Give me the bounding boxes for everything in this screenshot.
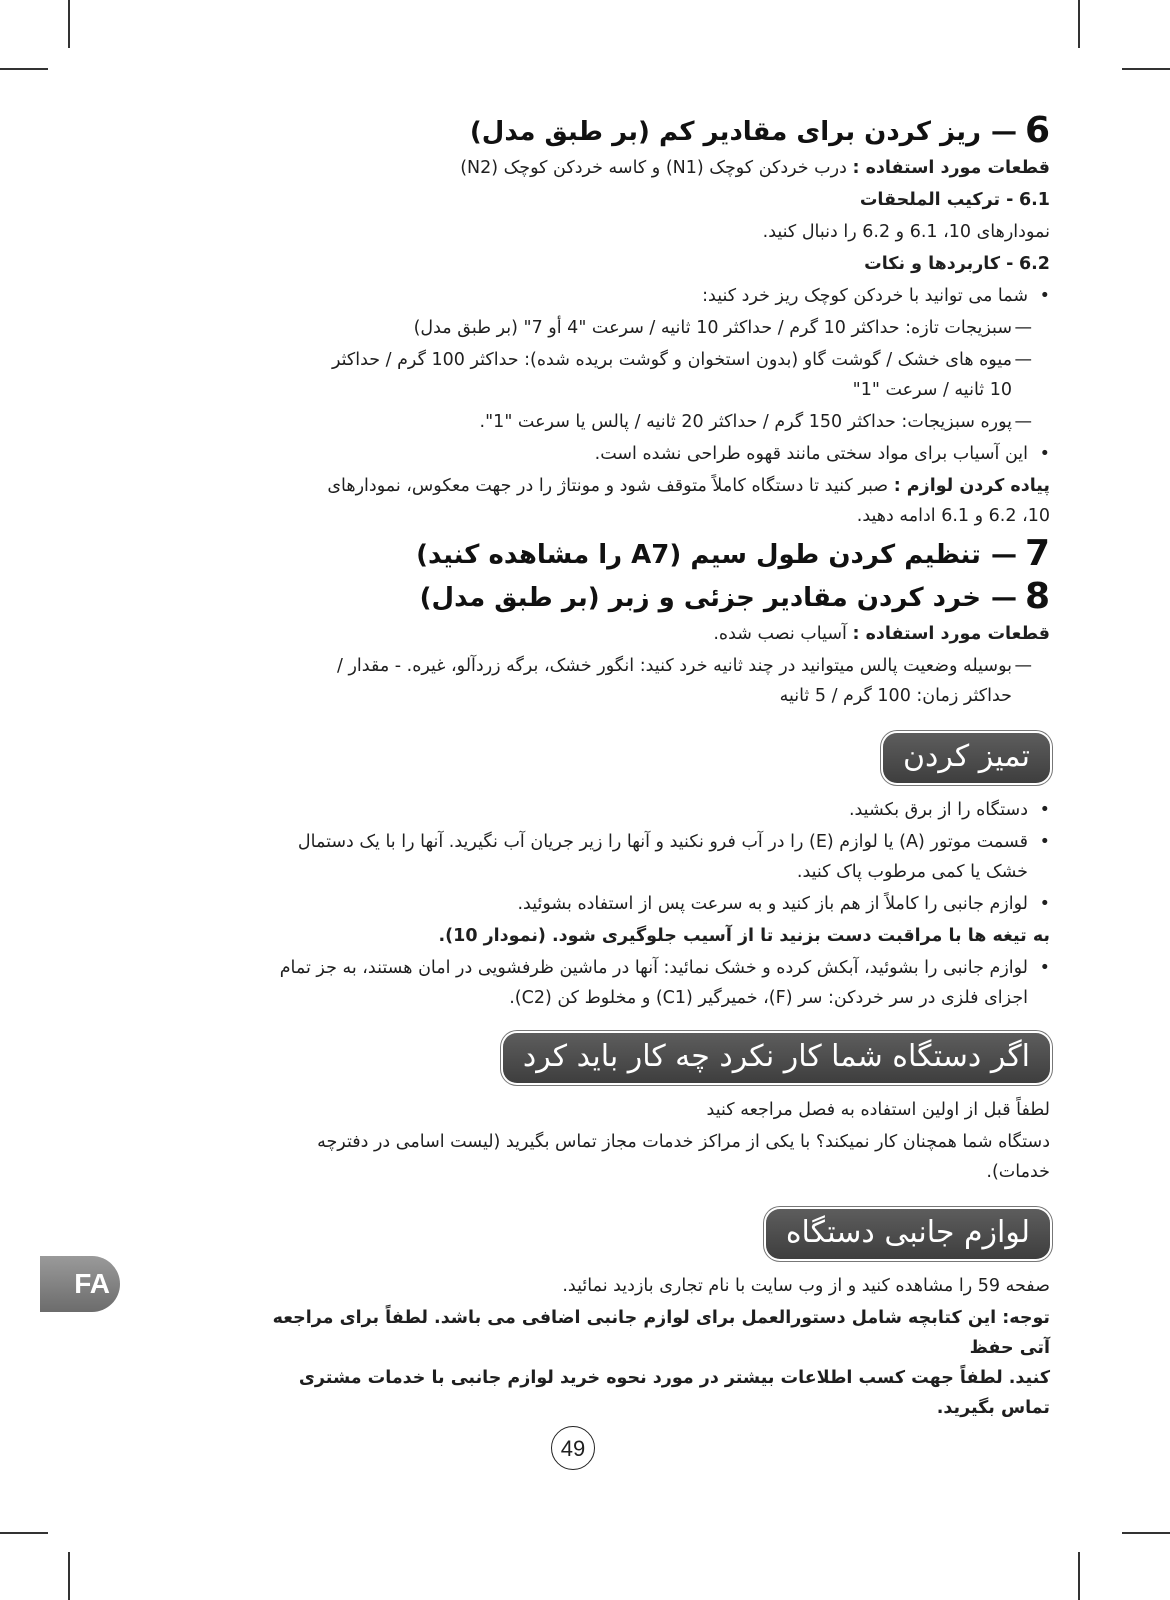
parts-text: درب خردکن کوچک (N1) و کاسه خردکن کوچک (N2) — [460, 158, 847, 178]
crop-mark — [1078, 0, 1080, 48]
bullet-text: اجزای فلزی در سر خردکن: سر (F)، خمیرگیر (C1) و مخلوط کن (C2). — [509, 988, 1028, 1008]
cleaning-banner: تمیز کردن — [883, 733, 1050, 783]
page-number: 49 — [551, 1426, 595, 1470]
accessories-line: صفحه 59 را مشاهده کنید و از وب سایت با نام تجاری بازدید نمائید. — [562, 1276, 1050, 1296]
crop-mark — [1078, 1552, 1080, 1600]
bullet-text: لوازم جانبی را بشوئید، آبکش کرده و خشک نمائید: آنها در ماشین ظرفشویی در امان هستند، به جز تمام — [279, 958, 1028, 978]
trouble-banner-wrap — [250, 1033, 1050, 1083]
trouble-line: دستگاه شما همچنان کار نمیکند؟ با یکی از مراکز خدمات مجاز تماس بگیرید (لیست اسامی در دفترچه خدمات). — [317, 1132, 1050, 1182]
dash-item-text: پوره سبزیجات: حداکثر 150 گرم / حداکثر 20 ثانیه / پالس یا سرعت "1". — [479, 412, 1012, 432]
section-title: تنظیم کردن طول سیم (A7 را مشاهده کنید) — [416, 540, 981, 570]
note-text: کنید. لطفاً جهت کسب اطلاعات بیشتر در مورد نحوه خرید لوازم جانبی با خدمات مشتری تماس بگیرید. — [298, 1368, 1050, 1418]
dash-item: — میوه های خشک / گوشت گاو (بدون استخوان و گوشت بریده شده): حداکثر 100 گرم / حداکثر 10 ثانیه / سرعت "1" — [331, 350, 1032, 400]
subsection-title: - ترکیب الملحقات — [859, 190, 1014, 210]
disassembly-text — [250, 471, 1050, 531]
bullet-item: • لوازم جانبی را کاملاً از هم باز کنید و به سرعت پس از استفاده بشوئید. — [250, 889, 1050, 919]
section-8-heading: 8—خرد کردن مقادیر جزئی و زبر (بر طبق مدل) — [419, 576, 1050, 617]
section-number: 8 — [1024, 576, 1050, 617]
subsection-6-2 — [250, 249, 1050, 279]
section-7-heading: 7—تنظیم کردن طول سیم (A7 را مشاهده کنید) — [416, 533, 1050, 574]
dash-item: — پوره سبزیجات: حداکثر 150 گرم / حداکثر 20 ثانیه / پالس یا سرعت "1". — [479, 412, 1032, 432]
subsection-number: 6.2 — [1018, 254, 1050, 274]
manual-page — [250, 108, 1050, 1425]
dash-item-text: 10 ثانیه / سرعت "1" — [852, 380, 1012, 400]
crop-mark — [68, 1552, 70, 1600]
disassembly-body: صبر کنید تا دستگاه کاملاً متوقف شود و مونتاژ را در جهت معکوس، نمودارهای — [327, 476, 889, 496]
trouble-line: لطفاً قبل از اولین استفاده به فصل مراجعه کنید — [706, 1100, 1050, 1120]
bullet-item: • دستگاه را از برق بکشید. — [250, 795, 1050, 825]
crop-mark — [1122, 68, 1170, 70]
subsection-6-1-text: نمودارهای 10، 6.1 و 6.2 را دنبال کنید. — [762, 222, 1050, 242]
cleaning-banner-wrap — [250, 733, 1050, 783]
troubleshooting-banner: اگر دستگاه شما کار نکرد چه کار باید کرد — [503, 1033, 1050, 1083]
dash-item: — بوسیله وضعیت پالس میتوانید در چند ثانیه خرد کنید: انگور خشک، برگه زردآلو، غیره. - مقدار / حداکثر زمان: 100 گرم / 5 ثانیه — [337, 656, 1032, 706]
crop-mark — [0, 68, 48, 70]
dash-item-text: میوه های خشک / گوشت گاو (بدون استخوان و گوشت بریده شده): حداکثر 100 گرم / حداکثر — [331, 350, 1012, 370]
disassembly-label: پیاده کردن لوازم : — [893, 476, 1050, 496]
subsection-number: 6.1 — [1018, 190, 1050, 210]
disassembly-body: 10، 6.2 و 6.1 ادامه دهید. — [856, 506, 1050, 526]
warning-text: به تیغه ها با مراقبت دست بزنید تا از آسیب جلوگیری شود. (نمودار 10). — [438, 926, 1050, 946]
bullet-item — [250, 953, 1050, 1013]
subsection-title: - کاربردها و نکات — [864, 254, 1014, 274]
crop-mark — [1122, 1532, 1170, 1534]
section-title: خرد کردن مقادیر جزئی و زبر (بر طبق مدل) — [419, 583, 981, 613]
dash-item-text: بوسیله وضعیت پالس میتوانید در چند ثانیه خرد کنید: انگور خشک، برگه زردآلو، غیره. - مقدار / — [337, 656, 1012, 676]
parts-label: قطعات مورد استفاده : — [852, 158, 1050, 178]
bullet-text: قسمت موتور (A) یا لوازم (E) را در آب فرو نکنید و آنها را زیر جریان آب نگیرید. آنها را با یک دستمال — [297, 832, 1028, 852]
note-text: توجه: این کتابچه شامل دستورالعمل برای لوازم جانبی اضافی می باشد. لطفاً برای مراجعه آتی حفظ — [272, 1308, 1050, 1358]
accessories-banner: لوازم جانبی دستگاه — [766, 1209, 1050, 1259]
dash-item: — سبزیجات تازه: حداکثر 10 گرم / حداکثر 10 ثانیه / سرعت "4 أو 7" (بر طبق مدل) — [413, 318, 1032, 338]
section-number: 6 — [1024, 110, 1050, 151]
dash-item-text: حداکثر زمان: 100 گرم / 5 ثانیه — [779, 686, 1012, 706]
parts-text: آسیاب نصب شده. — [713, 624, 847, 644]
section-title: ریز کردن برای مقادیر کم (بر طبق مدل) — [469, 117, 981, 147]
bullet-item — [250, 827, 1050, 887]
accessories-banner-wrap — [250, 1209, 1050, 1259]
bullet-item: • شما می توانید با خردکن کوچک ریز خرد کنید: — [250, 281, 1050, 311]
section-number: 7 — [1024, 533, 1050, 574]
accessories-note — [250, 1303, 1050, 1423]
crop-mark — [68, 0, 70, 48]
subsection-6-1 — [250, 185, 1050, 215]
parts-label: قطعات مورد استفاده : — [852, 624, 1050, 644]
parts-used — [250, 619, 1050, 649]
section-6-heading: 6—ریز کردن برای مقادیر کم (بر طبق مدل) — [469, 110, 1050, 151]
dash-item-text: سبزیجات تازه: حداکثر 10 گرم / حداکثر 10 ثانیه / سرعت "4 أو 7" (بر طبق مدل) — [413, 318, 1012, 338]
bullet-item: • این آسیاب برای مواد سختی مانند قهوه طراحی نشده است. — [250, 439, 1050, 469]
language-tab: FA — [40, 1256, 120, 1312]
crop-mark — [0, 1532, 48, 1534]
bullet-text: خشک یا کمی مرطوب پاک کنید. — [796, 862, 1028, 882]
parts-used — [250, 153, 1050, 183]
